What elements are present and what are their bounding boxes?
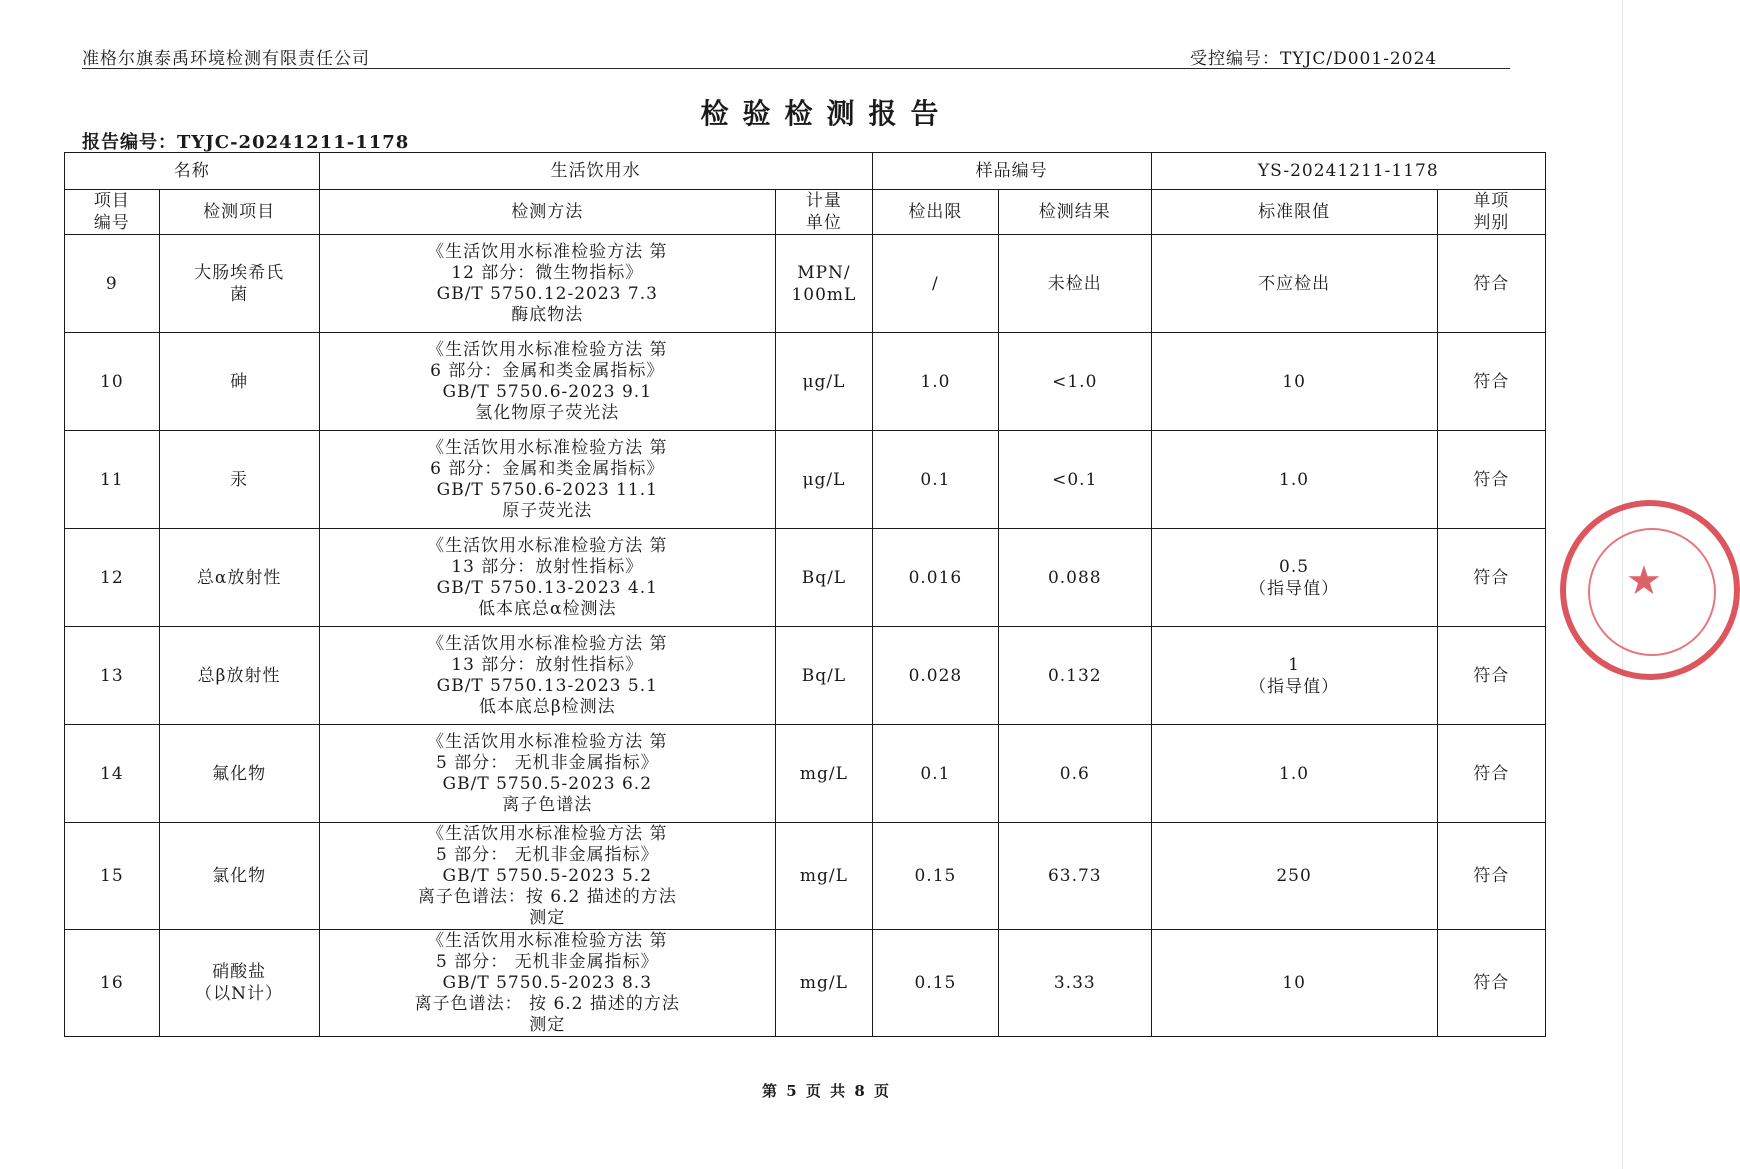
row-detection-limit: 0.15 xyxy=(872,823,998,930)
row-item-no: 16 xyxy=(65,930,160,1037)
column-header-row xyxy=(65,190,1546,235)
table-row xyxy=(65,930,1546,1037)
row-item-no: 15 xyxy=(65,823,160,930)
sample-name-label: 名称 xyxy=(65,153,320,190)
row-detection-limit: 0.028 xyxy=(872,627,998,725)
row-unit: μg/L xyxy=(776,333,873,431)
row-judgment: 符合 xyxy=(1437,333,1545,431)
row-method: 《生活饮用水标准检验方法 第 12 部分：微生物指标》 GB/T 5750.12-2023 7.3 酶底物法 xyxy=(319,235,776,333)
page-footer: 第 5 页 共 8 页 xyxy=(762,1082,891,1100)
table-row xyxy=(65,823,1546,930)
row-result: 0.088 xyxy=(999,529,1152,627)
row-judgment: 符合 xyxy=(1437,235,1545,333)
row-unit: mg/L xyxy=(776,725,873,823)
col-result: 检测结果 xyxy=(999,190,1152,235)
col-judgment: 单项 判别 xyxy=(1437,190,1545,235)
row-standard: 1.0 xyxy=(1151,431,1437,529)
results-table xyxy=(64,152,1546,1037)
table-row xyxy=(65,627,1546,725)
table-row xyxy=(65,725,1546,823)
col-detection-limit: 检出限 xyxy=(872,190,998,235)
col-unit: 计量 单位 xyxy=(776,190,873,235)
row-judgment: 符合 xyxy=(1437,930,1545,1037)
row-item-name: 总α放射性 xyxy=(159,529,319,627)
row-result: 63.73 xyxy=(999,823,1152,930)
report-number: 报告编号：TYJC-20241211-1178 xyxy=(82,132,410,153)
report-title: 检验检测报告 xyxy=(700,97,953,130)
row-result: 0.132 xyxy=(999,627,1152,725)
row-unit: Bq/L xyxy=(776,627,873,725)
table-row xyxy=(65,529,1546,627)
row-unit: Bq/L xyxy=(776,529,873,627)
row-result: 3.33 xyxy=(999,930,1152,1037)
sample-name-value: 生活饮用水 xyxy=(319,153,872,190)
row-standard: 10 xyxy=(1151,930,1437,1037)
row-method: 《生活饮用水标准检验方法 第 6 部分：金属和类金属指标》 GB/T 5750.6-2023 9.1 氢化物原子荧光法 xyxy=(319,333,776,431)
row-detection-limit: / xyxy=(872,235,998,333)
col-method: 检测方法 xyxy=(319,190,776,235)
row-unit: MPN/ 100mL xyxy=(776,235,873,333)
row-standard: 0.5 （指导值） xyxy=(1151,529,1437,627)
row-result: 0.6 xyxy=(999,725,1152,823)
row-standard: 10 xyxy=(1151,333,1437,431)
table-row xyxy=(65,431,1546,529)
row-judgment: 符合 xyxy=(1437,431,1545,529)
row-standard: 不应检出 xyxy=(1151,235,1437,333)
col-item: 检测项目 xyxy=(159,190,319,235)
sample-info-row xyxy=(65,153,1546,190)
row-detection-limit: 0.15 xyxy=(872,930,998,1037)
row-detection-limit: 0.016 xyxy=(872,529,998,627)
row-item-name: 氟化物 xyxy=(159,725,319,823)
row-item-no: 14 xyxy=(65,725,160,823)
row-detection-limit: 0.1 xyxy=(872,431,998,529)
sample-no-label: 样品编号 xyxy=(872,153,1151,190)
row-item-no: 9 xyxy=(65,235,160,333)
seal-star-icon: ★ xyxy=(1626,558,1662,604)
row-judgment: 符合 xyxy=(1437,627,1545,725)
row-judgment: 符合 xyxy=(1437,725,1545,823)
row-item-name: 汞 xyxy=(159,431,319,529)
row-item-no: 13 xyxy=(65,627,160,725)
row-item-no: 11 xyxy=(65,431,160,529)
official-seal xyxy=(1560,500,1740,680)
row-standard: 1.0 xyxy=(1151,725,1437,823)
row-item-name: 氯化物 xyxy=(159,823,319,930)
row-standard: 250 xyxy=(1151,823,1437,930)
company-name: 准格尔旗泰禹环境检测有限责任公司 xyxy=(82,49,370,69)
row-detection-limit: 1.0 xyxy=(872,333,998,431)
row-result: 未检出 xyxy=(999,235,1152,333)
row-unit: mg/L xyxy=(776,823,873,930)
row-method: 《生活饮用水标准检验方法 第 5 部分： 无机非金属指标》 GB/T 5750.5-2023 5.2 离子色谱法：按 6.2 描述的方法 测定 xyxy=(319,823,776,930)
row-result: <1.0 xyxy=(999,333,1152,431)
sample-no-value: YS-20241211-1178 xyxy=(1151,153,1545,190)
col-item-no: 项目 编号 xyxy=(65,190,160,235)
row-method: 《生活饮用水标准检验方法 第 13 部分：放射性指标》 GB/T 5750.13-2023 4.1 低本底总α检测法 xyxy=(319,529,776,627)
table-row xyxy=(65,235,1546,333)
row-unit: mg/L xyxy=(776,930,873,1037)
row-judgment: 符合 xyxy=(1437,529,1545,627)
row-method: 《生活饮用水标准检验方法 第 5 部分： 无机非金属指标》 GB/T 5750.5-2023 8.3 离子色谱法： 按 6.2 描述的方法 测定 xyxy=(319,930,776,1037)
row-result: <0.1 xyxy=(999,431,1152,529)
row-item-no: 10 xyxy=(65,333,160,431)
table-row xyxy=(65,333,1546,431)
row-item-no: 12 xyxy=(65,529,160,627)
row-item-name: 硝酸盐 （以N计） xyxy=(159,930,319,1037)
row-judgment: 符合 xyxy=(1437,823,1545,930)
row-method: 《生活饮用水标准检验方法 第 6 部分：金属和类金属指标》 GB/T 5750.6-2023 11.1 原子荧光法 xyxy=(319,431,776,529)
row-detection-limit: 0.1 xyxy=(872,725,998,823)
row-unit: μg/L xyxy=(776,431,873,529)
row-item-name: 总β放射性 xyxy=(159,627,319,725)
control-number: 受控编号：TYJC/D001-2024 xyxy=(1190,49,1438,69)
header-rule xyxy=(82,68,1510,69)
row-standard: 1 （指导值） xyxy=(1151,627,1437,725)
col-standard: 标准限值 xyxy=(1151,190,1437,235)
row-item-name: 大肠埃希氏 菌 xyxy=(159,235,319,333)
row-item-name: 砷 xyxy=(159,333,319,431)
row-method: 《生活饮用水标准检验方法 第 5 部分： 无机非金属指标》 GB/T 5750.5-2023 6.2 离子色谱法 xyxy=(319,725,776,823)
row-method: 《生活饮用水标准检验方法 第 13 部分：放射性指标》 GB/T 5750.13-2023 5.1 低本底总β检测法 xyxy=(319,627,776,725)
